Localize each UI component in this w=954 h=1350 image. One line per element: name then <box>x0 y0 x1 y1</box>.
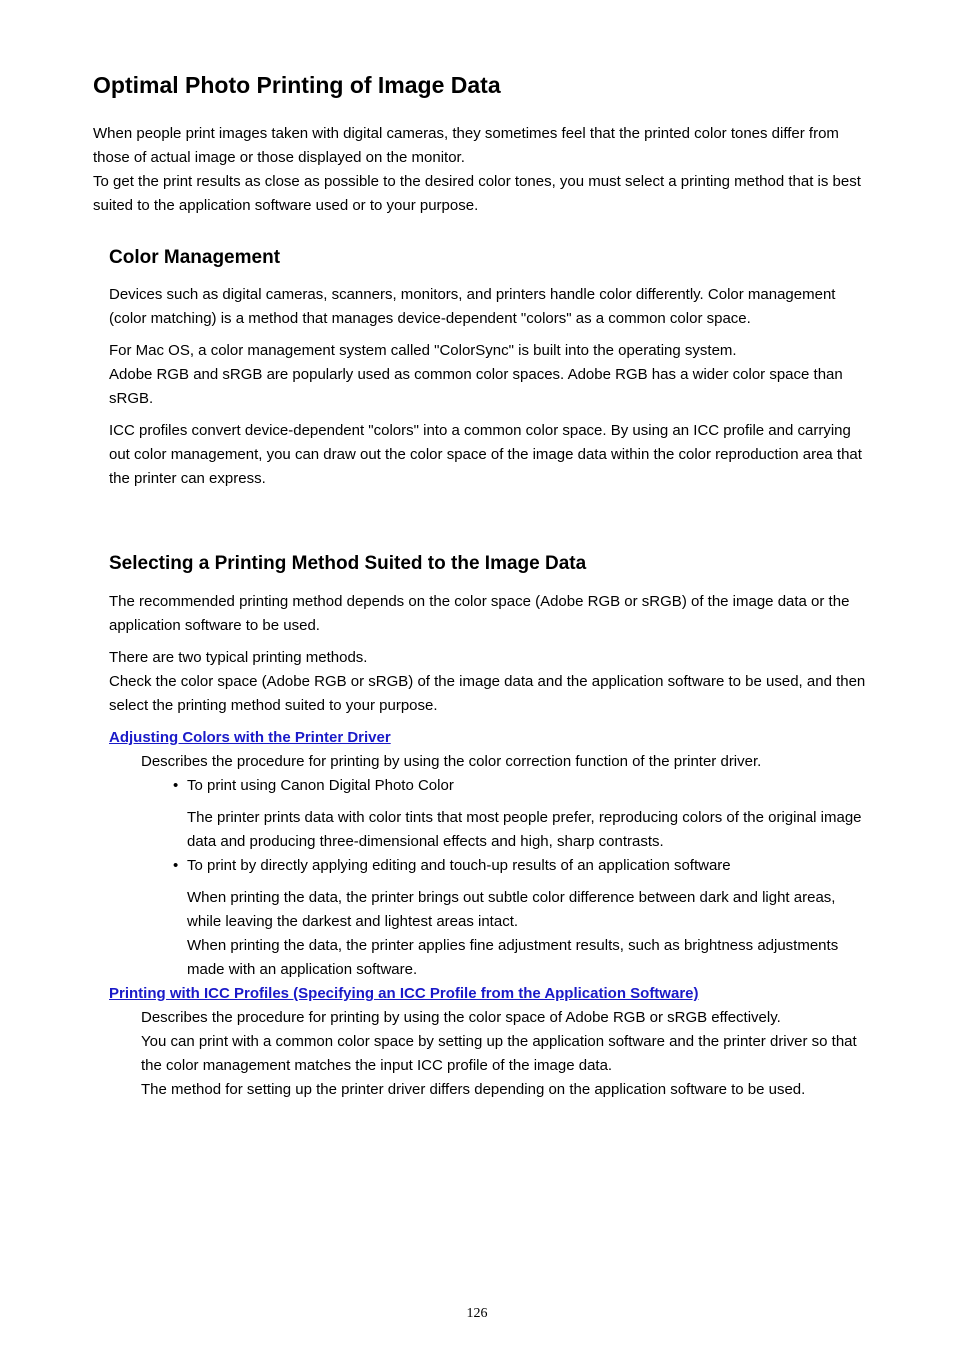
selecting-method-section <box>109 590 869 1102</box>
paragraph: The recommended printing method depends on the color space (Adobe RGB or sRGB) of the image data or the application software to be used. <box>109 593 850 634</box>
description-text: Describes the procedure for printing by using the color space of Adobe RGB or sRGB effectively. <box>141 1009 781 1026</box>
list-item-text: When printing the data, the printer brings out subtle color difference between dark and light areas, while leaving the darkest and lightest areas intact. <box>187 889 836 930</box>
page-title: Optimal Photo Printing of Image Data <box>93 72 501 98</box>
paragraph: There are two typical printing methods. <box>109 649 368 666</box>
adjusting-colors-link[interactable]: Adjusting Colors with the Printer Driver <box>109 729 391 746</box>
intro-paragraph: To get the print results as close as possible to the desired color tones, you must select a printing method that is best suited to the application software used or to your purpose. <box>93 173 861 214</box>
list-item-text: When printing the data, the printer applies fine adjustment results, such as brightness adjustments made with an application software. <box>187 937 839 978</box>
paragraph: For Mac OS, a color management system called "ColorSync" is built into the operating system. <box>109 342 737 359</box>
intro-text <box>93 122 873 218</box>
color-management-section <box>109 283 869 499</box>
paragraph: Adobe RGB and sRGB are popularly used as common color spaces. Adobe RGB has a wider color space than sRGB. <box>109 366 843 407</box>
section-heading-color-management: Color Management <box>109 247 281 268</box>
paragraph: Check the color space (Adobe RGB or sRGB) of the image data and the application software to be used, and then select the printing method suited to your purpose. <box>109 673 866 714</box>
list-item-title: To print using Canon Digital Photo Color <box>187 777 454 794</box>
intro-paragraph: When people print images taken with digital cameras, they sometimes feel that the printed color tones differ from those of actual image or those displayed on the monitor. <box>93 125 839 166</box>
section-heading-selecting-method: Selecting a Printing Method Suited to the Image Data <box>109 553 587 574</box>
list-item <box>173 774 869 854</box>
paragraph: Devices such as digital cameras, scanners, monitors, and printers handle color differently. Color management (color matching) is a method that manages device-dependent "colors" as a common color space. <box>109 286 836 327</box>
description-text: You can print with a common color space by setting up the application software and the printer driver so that the color management matches the input ICC profile of the image data. <box>141 1033 857 1074</box>
description-text: The method for setting up the printer driver differs depending on the application software to be used. <box>141 1081 806 1098</box>
list-item <box>173 854 869 982</box>
description-text: Describes the procedure for printing by using the color correction function of the printer driver. <box>141 753 762 770</box>
icc-profiles-description <box>141 1006 869 1102</box>
list-item-text: The printer prints data with color tints that most people prefer, reproducing colors of the original image data and producing three-dimensional effects and high, sharp contrasts. <box>187 809 862 850</box>
list-item-title: To print by directly applying editing and touch-up results of an application software <box>187 857 731 874</box>
icc-profiles-link[interactable]: Printing with ICC Profiles (Specifying an ICC Profile from the Application Software) <box>109 985 699 1002</box>
paragraph: ICC profiles convert device-dependent "colors" into a common color space. By using an ICC profile and carrying out color management, you can draw out the color space of the image data within the color reproduction area that the printer can express. <box>109 422 862 487</box>
adjusting-colors-description <box>141 750 869 982</box>
bullet-marker: • <box>173 857 179 874</box>
list-item-body <box>187 886 869 982</box>
bullet-marker: • <box>173 777 179 794</box>
method-list <box>141 774 869 982</box>
list-item-body <box>187 806 869 854</box>
page-number: 126 <box>466 1306 488 1321</box>
